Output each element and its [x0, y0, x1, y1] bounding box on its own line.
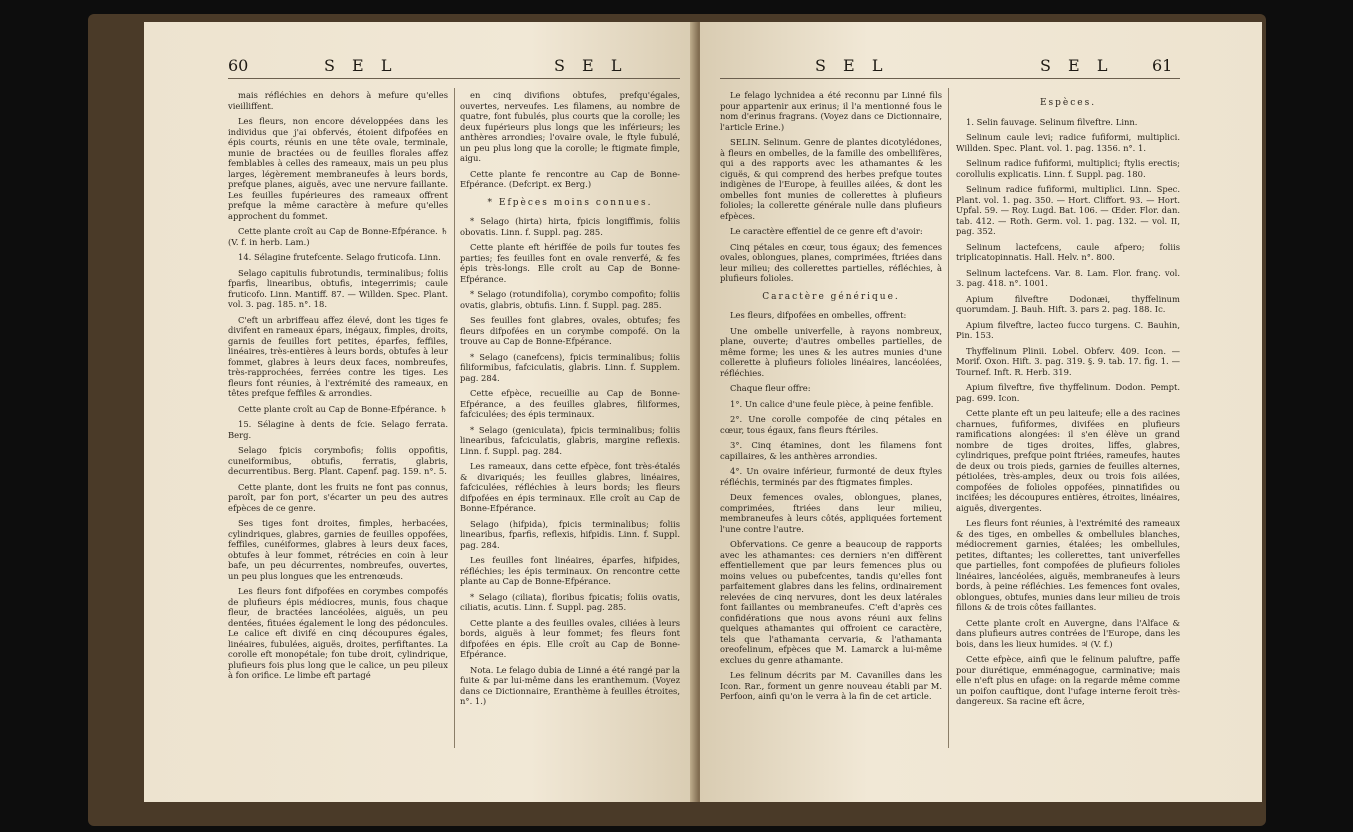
paragraph: Cette plante eft hériffée de poils fur toutes fes parties; fes feuilles font en ovale renverfé, & fes épis très-longs. Elle croît au Cap de Bonne-Efpérance.: [460, 242, 680, 284]
paragraph: Une ombelle univerfelle, à rayons nombreux, plane, ouverte; d'autres ombelles partielles, de même forme; les unes & les autres munies d'une collerette à plufieurs folioles linéaires, lancéolées, réfléchies.: [720, 325, 942, 378]
paragraph: Selinum radice fufiformi, multiplici. Linn. Spec. Plant. vol. 1. pag. 350. — Hort. Cliffort. 93. — Hort. Upfal. 59. — Roy. Lugd. Bat. 106. — Œder. Flor. dan. tab. 412. — Roth. Germ. vol. 1. pag. 132. — vol. II, pag. 352.: [956, 184, 1180, 236]
paragraph: Les feuilles font linéaires, éparfes, hifpides, réfléchies; les épis terminaux. On rencontre cette plante au Cap de Bonne-Efpérance.: [460, 555, 680, 586]
paragraph: Apium filveftre, five thyffelinum. Dodon. Pempt. pag. 699. Icon.: [956, 382, 1180, 403]
paragraph: Selago fpicis corymbofis; foliis oppofitis, cuneiformibus, obtufis, ferratis, glabris, decurrentibus. Berg. Plant. Capenf. pag. 159. n°. 5.: [228, 445, 448, 476]
paragraph: Chaque fleur offre:: [730, 383, 811, 393]
paragraph: Apium filveftre, lacteo fucco turgens. C. Bauhin, Pin. 153.: [956, 319, 1180, 340]
paragraph: Apium filveftre Dodonæi, thyffelinum quorumdam. J. Bauh. Hift. 3. pars 2. pag. 188. Ic.: [956, 293, 1180, 314]
running-head-left-a: S E L: [324, 56, 398, 75]
page-number-right: 61: [1152, 56, 1173, 75]
paragraph: * Selago (geniculata), fpicis terminalibus; foliis linearibus, fafciculatis, glabris, margine reflexis. Linn. f. Suppl. pag. 284.: [460, 424, 680, 456]
left-column-1: [228, 90, 448, 686]
paragraph: mais réfléchies en dehors à mefure qu'elles vieilliffent.: [228, 90, 448, 111]
paragraph: 15. Sélagine à dents de fcie. Selago ferrata. Berg.: [228, 419, 448, 440]
paragraph: Selinum lactefcens. Var. 8. Lam. Flor. franç. vol. 3. pag. 418. n°. 1001.: [956, 267, 1180, 288]
paragraph: Cette efpèce, recueillie au Cap de Bonne-Efpérance, a des feuilles glabres, filiformes, fafciculées; des épis terminaux.: [460, 388, 680, 419]
paragraph: Selago capitulis fubrotundis, terminalibus; foliis fparfis, linearibus, obtufis, integerrimis; caule fruticofo. Linn. Mantiff. 87. — Willden. Spec. Plant. vol. 3. pag. 185. n°. 18.: [228, 267, 448, 309]
page-number-left: 60: [228, 56, 249, 75]
paragraph: Cette plante croît au Cap de Bonne-Efpérance. ♄ (V. f. in herb. Lam.): [228, 226, 448, 247]
paragraph: Les fleurs font réunies, à l'extrémité des rameaux & des tiges, en ombelles & ombellules blanches, médiocrement garnies, étalées; les ombellules, petites, diftantes; les collerettes, tant univerfelles que partielles, font compofées de plufieurs folioles linéaires, lancéolées, aiguës, membraneufes à leurs bords, à peine réfléchies. Les femences font ovales, oblongues, obtufes, munies dans leur milieu de trois fillons & de trois côtes faillantes.: [956, 518, 1180, 612]
running-head-left-b: S E L: [554, 56, 628, 75]
paragraph: 1°. Un calice d'une feule pièce, à peine fenfible.: [730, 398, 934, 409]
paragraph: en cinq divifions obtufes, prefqu'égales, ouvertes, nerveufes. Les filamens, au nombre de quatre, font fubulés, plus courts que la corolle; les deux fupérieurs plus longs que les inférieurs; les anthères arrondies; l'ovaire ovale, le ftyle fubulé, un peu plus long que la corolle; le ftigmate fimple, aigu.: [460, 90, 680, 163]
right-column-1: [720, 90, 942, 707]
paragraph: Cette plante croît en Auvergne, dans l'Alface & dans plufieurs autres contrées de l'Europe, dans les bois, dans les lieux humides. ♃ (V. f.): [956, 617, 1180, 649]
paragraph: * Efpèces moins connues.: [487, 197, 653, 208]
paragraph: 2°. Une corolle compofée de cinq pétales en cœur, tous égaux, fans fleurs ftériles.: [720, 414, 942, 435]
running-head-right-b: S E L: [1040, 56, 1114, 75]
paragraph: Selago (hifpida), fpicis terminalibus; foliis linearibus, fparfis, reflexis, hifpidis. Linn. f. Suppl. pag. 284.: [460, 518, 680, 550]
header-rule: [228, 78, 680, 79]
paragraph: Espèces.: [1039, 98, 1097, 108]
paragraph: Ses feuilles font glabres, ovales, obtufes; fes fleurs difpofées en un corymbe compofé. On la trouve au Cap de Bonne-Efpérance.: [460, 315, 680, 346]
right-column-2: [956, 90, 1180, 712]
paragraph: Les fleurs font difpofées en corymbes compofés de plufieurs épis médiocres, munis, fous chaque fleur, de bractées lancéolées, aiguës, un peu dentées, fituées également le long des pédoncules. Le calice eft divifé en cinq découpures égales, linéaires, fubulées, aiguës, droites, perfiftantes. La corolle eft monopétale; fon tube droit, cylindrique, plufieurs fois plus long que le calice, un peu pileux à fon orifice. Le limbe eft partagé: [228, 586, 448, 680]
paragraph: C'eft un arbriffeau affez élevé, dont les tiges fe divifent en rameaux épars, inégaux, fimples, droits, garnis de feuilles fort petites, éparfes, feffiles, linéaires, très-entières à leurs bords, obtufes à leur fommet, glabres à leurs deux faces, nombreufes, très-rapprochées, ferrées contre les tiges. Les fleurs font réunies, à l'extrémité des rameaux, en têtes prefque feffiles & arrondies.: [228, 314, 448, 398]
paragraph: Cette plante a des feuilles ovales, ciliées à leurs bords, aiguës à leur fommet; fes fleurs font difpofées en épis. Elle croît au Cap de Bonne-Efpérance.: [460, 617, 680, 659]
paragraph: Deux femences ovales, oblongues, planes, comprimées, ftriées dans leur milieu, membraneufes à leurs côtés, appliquées fortement l'une contre l'autre.: [720, 492, 942, 534]
paragraph: Selinum lactefcens, caule afpero; foliis triplicatopinnatis. Hall. Helv. n°. 800.: [956, 241, 1180, 262]
column-divider: [948, 88, 949, 748]
paragraph: Cette plante fe rencontre au Cap de Bonne-Efpérance. (Defcript. ex Berg.): [460, 168, 680, 189]
paragraph: Les felinum décrits par M. Cavanilles dans les Icon. Rar., forment un genre nouveau établi par M. Perfoon, ainfi qu'on le verra à la fin de cet article.: [720, 670, 942, 701]
paragraph: Thyffelinum Plinii. Lobel. Obferv. 409. Icon. — Morif. Oxon. Hift. 3. pag. 319. §. 9. tab. 17. fig. 1. — Tournef. Inft. R. Herb. 319.: [956, 345, 1180, 377]
paragraph: 14. Sélagine frutefcente. Selago fruticofa. Linn.: [238, 252, 441, 262]
paragraph: 3°. Cinq étamines, dont les filamens font capillaires, & les anthères arrondies.: [720, 440, 942, 461]
paragraph: Cette efpèce, ainfi que le felinum paluftre, paffe pour diurétique, emménagogue, carminative; mais elle n'eft plus en ufage: on la regarde même comme un poifon cauftique, dont l'ufage interne feroit très-dangereux. Sa racine eft âcre,: [956, 654, 1180, 706]
paragraph: Cette plante croît au Cap de Bonne-Efpérance. ♄: [238, 403, 448, 414]
paragraph: SELIN. Selinum. Genre de plantes dicotylédones, à fleurs en ombelles, de la famille des ombellifères, qui a des rapports avec les athamantes & les ciguës, & qui comprend des herbes prefque toutes indigènes de l'Europe, à feuilles ailées, & dont les ombelles font munies de collerettes à plufieurs folioles; la collerette générale nulle dans plufieurs efpèces.: [720, 137, 942, 221]
column-divider: [454, 88, 455, 748]
paragraph: Les fleurs, non encore développées dans les individus que j'ai obfervés, étoient difpofées en épis courts, réunis en une tête ovale, terminale, munie de bractées ou de feuilles florales affez femblables à celles des rameaux, mais un peu plus larges, légèrement membraneufes à leurs bords, prefque planes, aiguës, avec une nervure faillante. Les feuilles fupérieures des rameaux offrent prefque la même caractère à mefure qu'elles approchent du fommet.: [228, 116, 448, 221]
paragraph: Ses tiges font droites, fimples, herbacées, cylindriques, glabres, garnies de feuilles oppofées, feffiles, cunéiformes, glabres à leurs deux faces, obtufes à leur fommet, rétrécies en coin à leur bafe, un peu décurrentes, nombreufes, ouvertes, un peu plus longues que les entrenœuds.: [228, 518, 448, 581]
paragraph: * Selago (rotundifolia), corymbo compofito; foliis ovatis, glabris, obtufis. Linn. f. Suppl. pag. 285.: [460, 289, 680, 310]
paragraph: Selinum radice fufiformi, multiplici; ftylis erectis; corollulis explicatis. Linn. f. Suppl. pag. 180.: [956, 158, 1180, 179]
paragraph: * Selago (canefcens), fpicis terminalibus; foliis filiformibus, fafciculatis, glabris. Linn. f. Supplem. pag. 284.: [460, 351, 680, 383]
paragraph: 1. Selin fauvage. Selinum filveftre. Linn.: [966, 116, 1138, 127]
paragraph: Nota. Le felago dubia de Linné a été rangé par la fuite & par lui-même dans les eranthemum. (Voyez dans ce Dictionnaire, Eranthème à feuilles étroites, n°. 1.): [460, 664, 680, 706]
paragraph: Cinq pétales en cœur, tous égaux; des femences ovales, oblongues, planes, comprimées, ftriées dans leur milieu; des collerettes partielles, réfléchies, à plufieurs folioles.: [720, 241, 942, 283]
paragraph: * Selago (ciliata), floribus fpicatis; foliis ovatis, ciliatis, acutis. Linn. f. Suppl. pag. 285.: [460, 591, 680, 612]
header-rule: [720, 78, 1180, 79]
paragraph: Selinum caule levi; radice fufiformi, multiplici. Willden. Spec. Plant. vol. 1. pag. 1356. n°. 1.: [956, 132, 1180, 153]
paragraph: 4°. Un ovaire inférieur, furmonté de deux ftyles réfléchis, terminés par des ftigmates fimples.: [720, 466, 942, 487]
left-page: [144, 22, 696, 802]
paragraph: Cette plante eft un peu laiteufe; elle a des racines charnues, fufiformes, divifées en plufieurs ramifications alongées: il s'en élève un grand nombre de tiges droites, liffes, glabres, cylindriques, prefque point ftriées, rameufes, hautes de deux ou trois pieds, garnies de feuilles alternes, pétiolées, très-amples, deux ou trois fois ailées, compofées de folioles oppofées, pinnatifides ou incifées; les découpures entières, étroites, linéaires, aiguës, divergentes.: [956, 408, 1180, 513]
left-column-2: [460, 90, 680, 712]
paragraph: Les fleurs, difpofées en ombelles, offrent:: [730, 310, 907, 320]
paragraph: Obfervations. Ce genre a beaucoup de rapports avec les athamantes: ces derniers n'en diffèrent effentiellement que par leurs femences plus ou moins velues ou pubefcentes, tandis qu'elles font parfaitement glabres dans les felins, ordinairement relevées de cinq nervures, dont les deux latérales font faillantes ou membraneufes. C'eft d'après ces confidérations que nous avons réuni aux felins quelques athamantes qui offroient ce caractère, tels que l'athamanta cervaria, & l'athamanta oreofelinum, efpèces que M. Lamarck a lui-même exclues du genre athamante.: [720, 539, 942, 665]
paragraph: Caractère générique.: [762, 291, 900, 302]
paragraph: Cette plante, dont les fruits ne font pas connus, paroît, par fon port, s'écarter un peu des autres efpèces de ce genre.: [228, 481, 448, 513]
paragraph: * Selago (hirta) hirta, fpicis longiffimis, foliis obovatis. Linn. f. Suppl. pag. 285.: [460, 216, 680, 237]
running-head-right-a: S E L: [815, 56, 889, 75]
paragraph: Le felago lychnidea a été reconnu par Linné fils pour appartenir aux erinus; il l'a mentionné fous le nom d'erinus fragrans. (Voyez dans ce Dictionnaire, l'article Erine.): [720, 90, 942, 132]
paragraph: Le caractère effentiel de ce genre eft d'avoir:: [730, 226, 923, 236]
right-page: [700, 22, 1262, 802]
paragraph: Les rameaux, dans cette efpèce, font très-étalés & divariqués; les feuilles glabres, linéaires, fafciculées, réfléchies à leurs bords; les fleurs difpofées en épis terminaux. Elle croît au Cap de Bonne-Efpérance.: [460, 461, 680, 513]
